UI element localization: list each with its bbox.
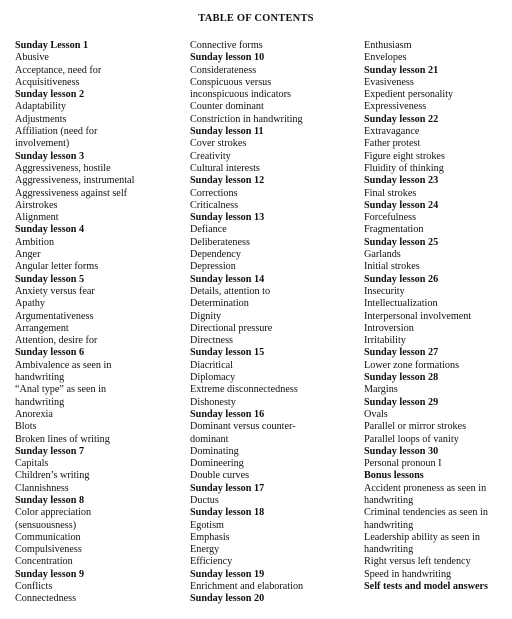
toc-entry: Aggressiveness, hostile — [15, 162, 111, 174]
lesson-heading: Sunday lesson 28 — [364, 372, 439, 384]
lesson-heading: Sunday lesson 17 — [190, 482, 265, 494]
toc-column-3 — [364, 40, 509, 593]
toc-entry: Alignment — [15, 212, 59, 224]
toc-entry: handwriting — [15, 372, 65, 384]
toc-entry: Capitals — [15, 458, 49, 470]
toc-entry: Criminal tendencies as seen in — [364, 507, 488, 519]
lesson-heading: Sunday lesson 25 — [364, 236, 439, 248]
toc-entry: Attention, desire for — [15, 335, 98, 347]
lesson-heading: Sunday lesson 16 — [190, 408, 265, 420]
lesson-heading: Sunday lesson 24 — [364, 199, 439, 211]
toc-entry: Abusive — [15, 52, 49, 64]
lesson-heading: Sunday lesson 14 — [190, 273, 265, 285]
toc-entry: Dominant versus counter- — [190, 421, 296, 433]
toc-entry: Parallel loops of vanity — [364, 433, 459, 445]
toc-entry: Compulsiveness — [15, 544, 82, 556]
toc-entry: Counter dominant — [190, 101, 264, 113]
toc-entry: Extreme disconnectedness — [190, 384, 298, 396]
toc-entry: dominant — [190, 433, 229, 445]
toc-entry: Accident proneness as seen in — [364, 482, 487, 494]
toc-entry: Corrections — [190, 187, 238, 199]
toc-entry: Connectedness — [15, 593, 77, 605]
lesson-heading: Sunday lesson 18 — [190, 507, 265, 519]
toc-entry: Fluidity of thinking — [364, 162, 444, 174]
toc-column-2 — [190, 40, 355, 606]
toc-entry: Ambivalence as seen in — [15, 359, 112, 371]
toc-entry: Angular letter forms — [15, 261, 99, 273]
toc-entry: Enrichment and elaboration — [190, 581, 304, 593]
toc-entry: handwriting — [364, 519, 414, 531]
toc-entry: Father protest — [364, 138, 421, 150]
toc-entry: Adaptability — [15, 101, 66, 113]
toc-entry: Initial strokes — [364, 261, 420, 273]
toc-entry: Adjustments — [15, 113, 67, 125]
lesson-heading: Sunday lesson 4 — [15, 224, 85, 236]
toc-entry: Color appreciation — [15, 507, 92, 519]
toc-entry: Details, attention to — [190, 285, 271, 297]
toc-entry: Considerateness — [190, 64, 257, 76]
toc-entry: Criticalness — [190, 199, 239, 211]
lesson-heading: Sunday lesson 7 — [15, 445, 85, 457]
toc-entry: Argumentativeness — [15, 310, 94, 322]
lesson-heading: Sunday lesson 6 — [15, 347, 85, 359]
toc-entry: Personal pronoun I — [364, 458, 442, 470]
toc-entry: Blots — [15, 421, 37, 433]
lesson-heading: Self tests and model answers — [364, 581, 488, 593]
toc-entry: Right versus left tendency — [364, 556, 471, 568]
toc-entry: Final strokes — [364, 187, 417, 199]
toc-entry: Determination — [190, 298, 249, 310]
toc-entry: Cover strokes — [190, 138, 247, 150]
toc-entry: Expedient personality — [364, 89, 454, 101]
toc-entry: Deliberateness — [190, 236, 250, 248]
toc-entry: Cultural interests — [190, 162, 260, 174]
toc-entry: Enthusiasm — [364, 40, 412, 51]
lesson-heading: Sunday lesson 20 — [190, 593, 265, 605]
toc-entry: Energy — [190, 544, 220, 556]
toc-entry: Egotism — [190, 519, 224, 531]
toc-entry: Dishonesty — [190, 396, 236, 408]
toc-entry: Diplomacy — [190, 372, 236, 384]
toc-entry: Emphasis — [190, 531, 230, 543]
lesson-heading: Sunday lesson 8 — [15, 494, 85, 506]
lesson-heading: Sunday lesson 9 — [15, 568, 85, 580]
toc-entry: Constriction in handwriting — [190, 113, 303, 125]
toc-entry: Directness — [190, 335, 233, 347]
toc-column-1 — [15, 40, 180, 606]
toc-entry: Broken lines of writing — [15, 433, 110, 445]
toc-entry: Ambition — [15, 236, 55, 248]
lesson-heading: Sunday lesson 30 — [364, 445, 439, 457]
toc-entry: Extravagance — [364, 126, 420, 138]
toc-entry: Efficiency — [190, 556, 233, 568]
toc-entry: Garlands — [364, 249, 401, 261]
toc-entry: inconspicuous indicators — [190, 89, 292, 101]
lesson-heading: Sunday lesson 22 — [364, 113, 439, 125]
toc-entry: Apathy — [15, 298, 45, 310]
toc-entry: Connective forms — [190, 40, 263, 51]
toc-entry: Intellectualization — [364, 298, 438, 310]
toc-entry: Introversion — [364, 322, 414, 334]
toc-entry: Aggressiveness against self — [15, 187, 128, 199]
page-title: TABLE OF CONTENTS — [198, 13, 314, 24]
toc-entry: Double curves — [190, 470, 250, 482]
toc-entry: Acquisitiveness — [15, 76, 80, 88]
toc-entry: Fragmentation — [364, 224, 424, 236]
toc-entry: Margins — [364, 384, 398, 396]
lesson-heading: Sunday lesson 29 — [364, 396, 439, 408]
toc-entry: Concentration — [15, 556, 73, 568]
toc-entry: Evasiveness — [364, 76, 414, 88]
toc-entry: Anxiety versus fear — [15, 285, 95, 297]
toc-entry: Conflicts — [15, 581, 53, 593]
lesson-heading: Sunday lesson 3 — [15, 150, 85, 162]
toc-entry: Creativity — [190, 150, 231, 162]
toc-entry: Airstrokes — [15, 199, 58, 211]
toc-entry: involvement) — [15, 138, 70, 150]
toc-entry: Ductus — [190, 494, 219, 506]
lesson-heading: Sunday lesson 10 — [190, 52, 265, 64]
toc-entry: Envelopes — [364, 52, 407, 64]
lesson-heading: Sunday lesson 12 — [190, 175, 265, 187]
lesson-heading: Sunday Lesson 1 — [15, 40, 89, 51]
lesson-heading: Sunday lesson 27 — [364, 347, 439, 359]
toc-entry: Children’s writing — [15, 470, 90, 482]
toc-entry: handwriting — [15, 396, 65, 408]
lesson-heading: Sunday lesson 21 — [364, 64, 439, 76]
toc-entry: Dependency — [190, 249, 241, 261]
toc-entry: Leadership ability as seen in — [364, 531, 480, 543]
lesson-heading: Sunday lesson 13 — [190, 212, 265, 224]
toc-entry: Lower zone formations — [364, 359, 460, 371]
toc-entry: Forcefulness — [364, 212, 417, 224]
lesson-heading: Sunday lesson 15 — [190, 347, 265, 359]
toc-entry: Diacritical — [190, 359, 233, 371]
toc-entry: Aggressiveness, instrumental — [15, 175, 135, 187]
toc-entry: Dignity — [190, 310, 222, 322]
lesson-heading: Sunday lesson 5 — [15, 273, 85, 285]
toc-entry: Arrangement — [15, 322, 69, 334]
lesson-heading: Sunday lesson 23 — [364, 175, 439, 187]
lesson-heading: Sunday lesson 2 — [15, 89, 85, 101]
toc-entry: Clannishness — [15, 482, 69, 494]
toc-entry: Defiance — [190, 224, 227, 236]
toc-entry: “Anal type” as seen in — [15, 384, 107, 396]
toc-entry: Anorexia — [15, 408, 53, 420]
toc-entry: Dominating — [190, 445, 239, 457]
toc-entry: Insecurity — [364, 285, 405, 297]
toc-entry: Domineering — [190, 458, 244, 470]
lesson-heading: Sunday lesson 11 — [190, 126, 264, 138]
toc-entry: Conspicuous versus — [190, 76, 272, 88]
toc-entry: Directional pressure — [190, 322, 273, 334]
toc-entry: Figure eight strokes — [364, 150, 445, 162]
toc-entry: Interpersonal involvement — [364, 310, 472, 322]
lesson-heading: Sunday lesson 19 — [190, 568, 265, 580]
toc-entry: Acceptance, need for — [15, 64, 102, 76]
toc-entry: Speed in handwriting — [364, 568, 452, 580]
toc-entry: handwriting — [364, 494, 414, 506]
toc-entry: Ovals — [364, 408, 388, 420]
toc-entry: Communication — [15, 531, 81, 543]
lesson-heading: Bonus lessons — [364, 470, 424, 482]
toc-entry: Expressiveness — [364, 101, 427, 113]
toc-entry: Affiliation (need for — [15, 126, 98, 138]
toc-entry: (sensuousness) — [15, 519, 77, 531]
toc-entry: Depression — [190, 261, 236, 273]
toc-entry: Irritability — [364, 335, 406, 347]
toc-entry: Anger — [15, 249, 41, 261]
toc-entry: handwriting — [364, 544, 414, 556]
lesson-heading: Sunday lesson 26 — [364, 273, 439, 285]
toc-entry: Parallel or mirror strokes — [364, 421, 467, 433]
